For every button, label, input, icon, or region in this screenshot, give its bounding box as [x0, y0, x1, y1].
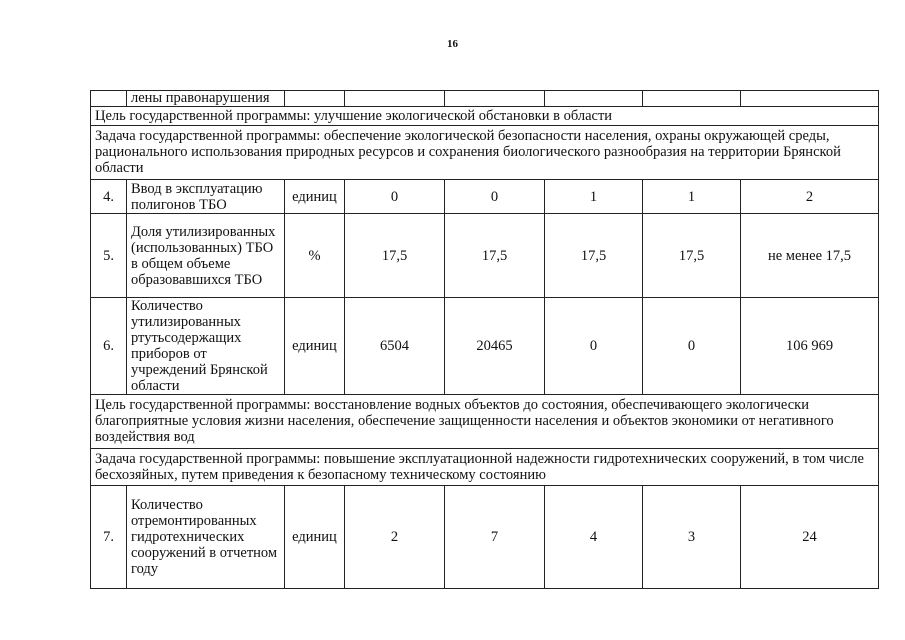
unit-cell [285, 91, 345, 107]
indicator-name-cell: Доля утилизированных (использованных) ТБО в общем объеме образовавшихся ТБО [127, 214, 285, 298]
row-number-cell [91, 91, 127, 107]
value-cell: 7 [445, 486, 545, 589]
table-row [91, 298, 879, 395]
task-row [91, 126, 879, 180]
indicators-table [90, 90, 879, 589]
value-cell: 0 [643, 298, 741, 395]
indicator-name-cell: Ввод в эксплуатацию полигонов ТБО [127, 180, 285, 214]
value-cell [545, 91, 643, 107]
page-number: 16 [447, 38, 458, 50]
indicator-name-cell: Количество утилизированных ртутьсодержащих приборов от учреждений Брянской области [127, 298, 285, 395]
task-text: Задача государственной программы: повышение эксплуатационной надежности гидротехнических сооружений, в том числе бесхозяйных, путем приведения к безопасному техническому состоянию [91, 449, 879, 486]
value-cell: 4 [545, 486, 643, 589]
unit-cell: единиц [285, 180, 345, 214]
value-cell [643, 91, 741, 107]
row-number-cell: 5. [91, 214, 127, 298]
table-row [91, 486, 879, 589]
value-cell: 0 [445, 180, 545, 214]
value-cell [345, 91, 445, 107]
unit-cell: единиц [285, 486, 345, 589]
value-cell: 0 [545, 298, 643, 395]
indicator-name-cell: Количество отремонтированных гидротехнических сооружений в отчетном году [127, 486, 285, 589]
value-cell: 17,5 [545, 214, 643, 298]
value-cell: 17,5 [643, 214, 741, 298]
value-cell: 24 [741, 486, 879, 589]
value-cell [445, 91, 545, 107]
value-cell: 0 [345, 180, 445, 214]
value-cell: 1 [545, 180, 643, 214]
value-cell: 106 969 [741, 298, 879, 395]
value-cell: 17,5 [445, 214, 545, 298]
task-row [91, 449, 879, 486]
row-number-cell: 6. [91, 298, 127, 395]
value-cell: 2 [345, 486, 445, 589]
value-cell: не менее 17,5 [741, 214, 879, 298]
row-number-cell: 4. [91, 180, 127, 214]
unit-cell: % [285, 214, 345, 298]
indicator-name-cell: лены правонарушения [127, 91, 285, 107]
table-row [91, 214, 879, 298]
value-cell: 17,5 [345, 214, 445, 298]
table-row [91, 91, 879, 107]
value-cell: 1 [643, 180, 741, 214]
goal-text: Цель государственной программы: улучшение экологической обстановки в области [91, 107, 879, 126]
value-cell: 2 [741, 180, 879, 214]
table-row [91, 180, 879, 214]
value-cell: 3 [643, 486, 741, 589]
task-text: Задача государственной программы: обеспечение экологической безопасности населения, охраны окружающей среды, рационального использования природных ресурсов и сохранения биологического разнообразия на территории Брянской области [91, 126, 879, 180]
value-cell: 6504 [345, 298, 445, 395]
goal-row [91, 395, 879, 449]
goal-text: Цель государственной программы: восстановление водных объектов до состояния, обеспечивающего экологически благоприятные условия жизни населения, обеспечение защищенности населения и объектов экономики от негативного воздействия вод [91, 395, 879, 449]
row-number-cell: 7. [91, 486, 127, 589]
unit-cell: единиц [285, 298, 345, 395]
value-cell [741, 91, 879, 107]
goal-row [91, 107, 879, 126]
value-cell: 20465 [445, 298, 545, 395]
